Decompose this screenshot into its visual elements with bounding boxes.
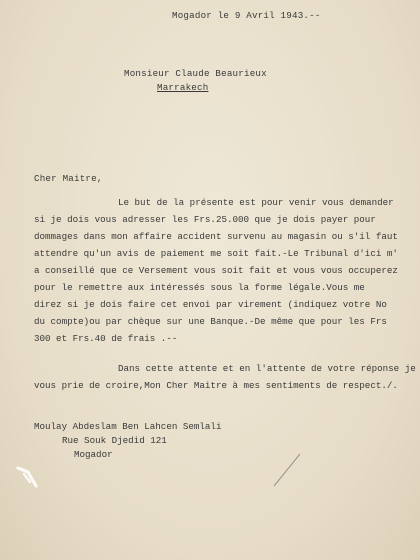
body-line: du compte)ou par chèque sur une Banque.-De même que pour les Frs (34, 316, 387, 327)
signature-city: Mogador (74, 449, 113, 460)
body-line: a conseillé que ce Versement vous soit fait et vous vous occuperez (34, 265, 398, 276)
body-line: Le but de la présente est pour venir vous demander (118, 197, 394, 208)
signature-address: Rue Souk Djedid 121 (62, 435, 167, 446)
body-line: dommages dans mon affaire accident survenu au magasin ou s'il faut (34, 231, 398, 242)
salutation: Cher Maitre, (34, 173, 103, 184)
body-line: pour le remettre aux intéressés sous la forme légale.Vous me (34, 282, 365, 293)
body-line: attendre qu'un avis de paiement me soit fait.-Le Tribunal d'ici m' (34, 248, 398, 259)
body-line: direz si je dois faire cet envoi par virement (indiquez votre No (34, 299, 387, 310)
body-line: Dans cette attente et en l'attente de votre réponse je (118, 363, 416, 374)
body-line: si je dois vous adresser les Frs.25.000 que je dois payer pour (34, 214, 376, 225)
recipient-name: Monsieur Claude Beaurieux (124, 68, 267, 79)
signature-name: Moulay Abdeslam Ben Lahcen Semlali (34, 421, 222, 432)
recipient-city: Marrakech (157, 82, 209, 93)
body-line: vous prie de croire,Mon Cher Maitre à mes sentiments de respect./. (34, 380, 398, 391)
pen-stroke-icon (268, 450, 308, 490)
letter-date: Mogador le 9 Avril 1943.-- (172, 10, 321, 21)
white-mark-icon (14, 464, 44, 490)
body-line: 300 et Frs.40 de frais .-- (34, 333, 178, 344)
